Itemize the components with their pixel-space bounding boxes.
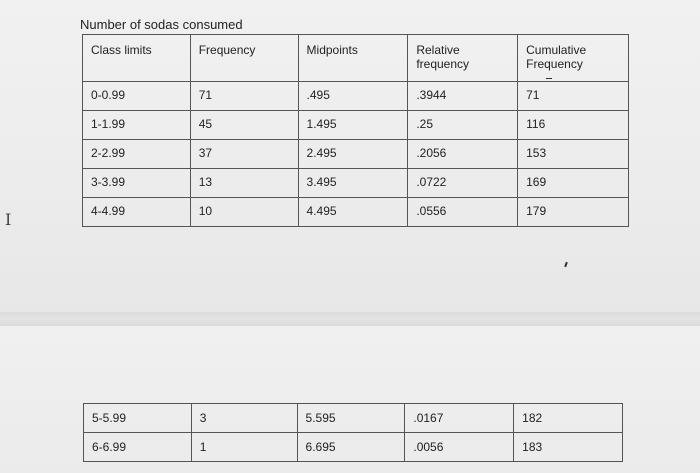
cell: 6.695 bbox=[297, 433, 405, 462]
cell: 182 bbox=[514, 404, 623, 433]
cell: 4-4.99 bbox=[83, 198, 191, 227]
cell: 1-1.99 bbox=[83, 111, 191, 140]
cell: .0056 bbox=[405, 433, 514, 462]
cell: 71 bbox=[190, 82, 298, 111]
cell: 2-2.99 bbox=[83, 140, 191, 169]
table-row bbox=[84, 433, 623, 462]
frequency-table bbox=[82, 34, 629, 227]
header-frequency: Frequency bbox=[190, 35, 298, 82]
cell: 179 bbox=[518, 198, 629, 227]
cell: .0167 bbox=[405, 404, 514, 433]
cell: .25 bbox=[408, 111, 518, 140]
cell: 4.495 bbox=[298, 198, 408, 227]
table-title: Number of sodas consumed bbox=[80, 17, 243, 32]
cell: 3-3.99 bbox=[83, 169, 191, 198]
cell: 0-0.99 bbox=[83, 82, 191, 111]
header-row bbox=[83, 35, 629, 82]
header-relative-frequency-label: Relative frequency bbox=[416, 43, 470, 71]
cell: 1.495 bbox=[298, 111, 408, 140]
cell: 5.595 bbox=[297, 404, 405, 433]
cell: 37 bbox=[190, 140, 298, 169]
text-cursor-icon: I bbox=[5, 210, 12, 229]
header-midpoints: Midpoints bbox=[298, 35, 408, 82]
table-row bbox=[84, 404, 623, 433]
header-cumulative-frequency-label: Cumulative Frequency bbox=[526, 43, 587, 71]
cell: 3 bbox=[191, 404, 297, 433]
frequency-table-continued bbox=[83, 403, 623, 462]
cell: 10 bbox=[190, 198, 298, 227]
table-row bbox=[83, 140, 629, 169]
header-relative-frequency bbox=[408, 35, 518, 82]
cell: 1 bbox=[191, 433, 297, 462]
header-class-limits: Class limits bbox=[83, 35, 191, 82]
cell: .3944 bbox=[408, 82, 518, 111]
cell: 116 bbox=[518, 111, 629, 140]
pen-mark bbox=[546, 78, 552, 79]
table-row bbox=[83, 169, 629, 198]
cell: .0556 bbox=[408, 198, 518, 227]
cell: 169 bbox=[518, 169, 629, 198]
cell: 5-5.99 bbox=[84, 404, 192, 433]
table-row bbox=[83, 111, 629, 140]
cell: 71 bbox=[518, 82, 629, 111]
cell: 3.495 bbox=[298, 169, 408, 198]
cell: .2056 bbox=[408, 140, 518, 169]
cell: .495 bbox=[298, 82, 408, 111]
cell: 2.495 bbox=[298, 140, 408, 169]
cell: 13 bbox=[190, 169, 298, 198]
table-row bbox=[83, 82, 629, 111]
cell: 183 bbox=[514, 433, 623, 462]
header-cumulative-frequency bbox=[518, 35, 629, 82]
cell: 45 bbox=[190, 111, 298, 140]
cell: 6-6.99 bbox=[84, 433, 192, 462]
page-divider bbox=[0, 312, 700, 326]
cell: 153 bbox=[518, 140, 629, 169]
cell: .0722 bbox=[408, 169, 518, 198]
table-row bbox=[83, 198, 629, 227]
